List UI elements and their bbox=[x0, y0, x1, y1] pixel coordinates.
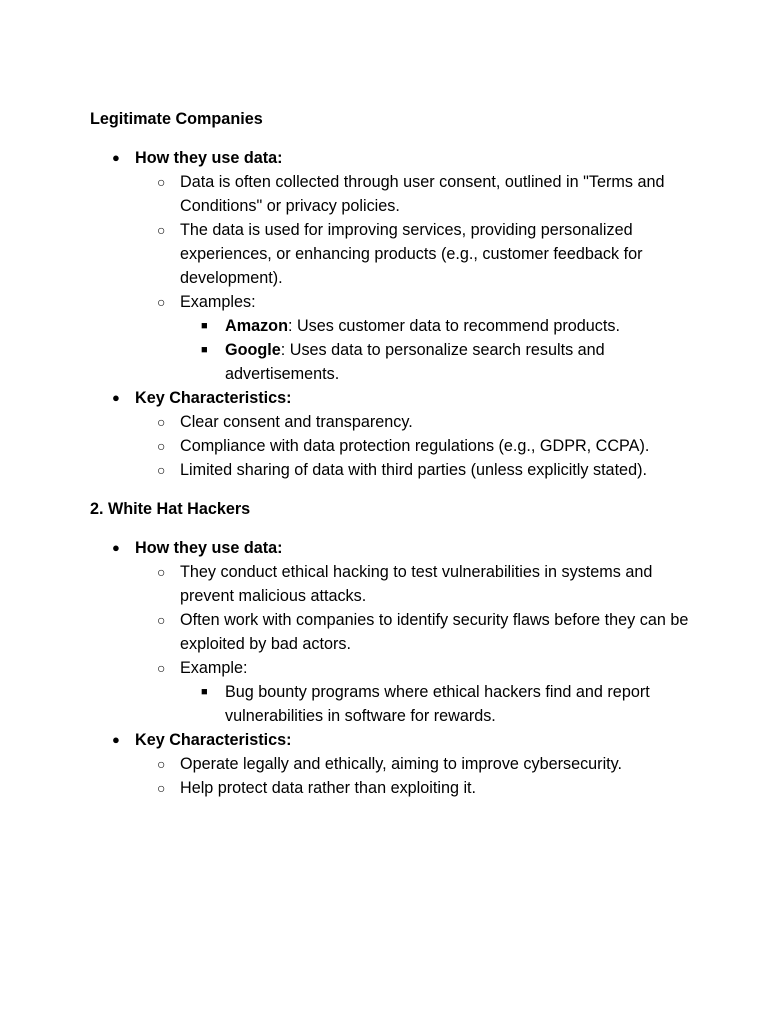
circle-bullet: ○ bbox=[157, 780, 166, 796]
list-item-text: They conduct ethical hacking to test vulnerabilities in systems and prevent malicious attacks. bbox=[180, 563, 653, 605]
list-item bbox=[180, 314, 690, 338]
circle-bullet: ○ bbox=[157, 612, 166, 628]
list-item bbox=[135, 290, 690, 386]
circle-bullet: ○ bbox=[157, 222, 166, 238]
list-item-text: Example: bbox=[180, 659, 248, 677]
example-name: Amazon bbox=[225, 317, 288, 335]
circle-bullet: ○ bbox=[157, 414, 166, 430]
characteristics-list bbox=[135, 410, 690, 482]
examples-list bbox=[180, 680, 690, 728]
characteristics-list bbox=[135, 752, 690, 800]
circle-bullet: ○ bbox=[157, 294, 166, 310]
section-heading-legitimate-companies: Legitimate Companies bbox=[90, 110, 263, 128]
disc-bullet: ● bbox=[112, 150, 120, 165]
list-item-text: Operate legally and ethically, aiming to improve cybersecurity. bbox=[180, 755, 623, 773]
list-item bbox=[135, 170, 690, 218]
list-item bbox=[135, 560, 690, 608]
section-heading-white-hat-hackers: 2. White Hat Hackers bbox=[90, 500, 251, 518]
list-item-text: Compliance with data protection regulations (e.g., GDPR, CCPA). bbox=[180, 437, 650, 455]
list-item bbox=[90, 536, 690, 728]
uses-label: How they use data: bbox=[135, 149, 283, 167]
example-text: : Uses data to personalize search results and advertisements. bbox=[225, 341, 605, 383]
section-1-list bbox=[90, 146, 690, 482]
circle-bullet: ○ bbox=[157, 660, 166, 676]
square-bullet: ■ bbox=[201, 686, 208, 698]
list-item bbox=[135, 218, 690, 290]
list-item bbox=[135, 458, 690, 482]
disc-bullet: ● bbox=[112, 732, 120, 747]
list-item bbox=[135, 434, 690, 458]
list-item-text: Help protect data rather than exploiting it. bbox=[180, 779, 477, 797]
list-item bbox=[135, 410, 690, 434]
characteristics-label: Key Characteristics: bbox=[135, 731, 292, 749]
circle-bullet: ○ bbox=[157, 756, 166, 772]
list-item bbox=[135, 752, 690, 776]
list-item-text: Data is often collected through user consent, outlined in "Terms and Conditions" or privacy policies. bbox=[180, 173, 665, 215]
list-item-text: Bug bounty programs where ethical hackers find and report vulnerabilities in software for rewards. bbox=[225, 683, 650, 725]
example-name: Google bbox=[225, 341, 281, 359]
examples-list bbox=[180, 314, 690, 386]
list-item bbox=[90, 146, 690, 386]
characteristics-label: Key Characteristics: bbox=[135, 389, 292, 407]
example-text: : Uses customer data to recommend products. bbox=[287, 317, 620, 335]
square-bullet: ■ bbox=[201, 320, 208, 332]
uses-list bbox=[135, 560, 690, 728]
list-item-text: Examples: bbox=[180, 293, 256, 311]
list-item bbox=[90, 728, 690, 800]
disc-bullet: ● bbox=[112, 390, 120, 405]
list-item bbox=[135, 656, 690, 728]
list-item-text: Often work with companies to identify security flaws before they can be exploited by bad actors. bbox=[180, 611, 689, 653]
list-item bbox=[135, 608, 690, 656]
list-item-text: Clear consent and transparency. bbox=[180, 413, 413, 431]
section-2-list bbox=[90, 536, 690, 800]
list-item bbox=[180, 680, 690, 728]
circle-bullet: ○ bbox=[157, 438, 166, 454]
document-page bbox=[90, 107, 690, 800]
uses-list bbox=[135, 170, 690, 386]
list-item-text: The data is used for improving services, providing personalized experiences, or enhancing products (e.g., customer feedback for development). bbox=[180, 221, 643, 287]
circle-bullet: ○ bbox=[157, 462, 166, 478]
square-bullet: ■ bbox=[201, 344, 208, 356]
list-item bbox=[135, 776, 690, 800]
circle-bullet: ○ bbox=[157, 174, 166, 190]
circle-bullet: ○ bbox=[157, 564, 166, 580]
list-item bbox=[180, 338, 690, 386]
list-item-text: Limited sharing of data with third parties (unless explicitly stated). bbox=[180, 461, 647, 479]
uses-label: How they use data: bbox=[135, 539, 283, 557]
list-item bbox=[90, 386, 690, 482]
disc-bullet: ● bbox=[112, 540, 120, 555]
